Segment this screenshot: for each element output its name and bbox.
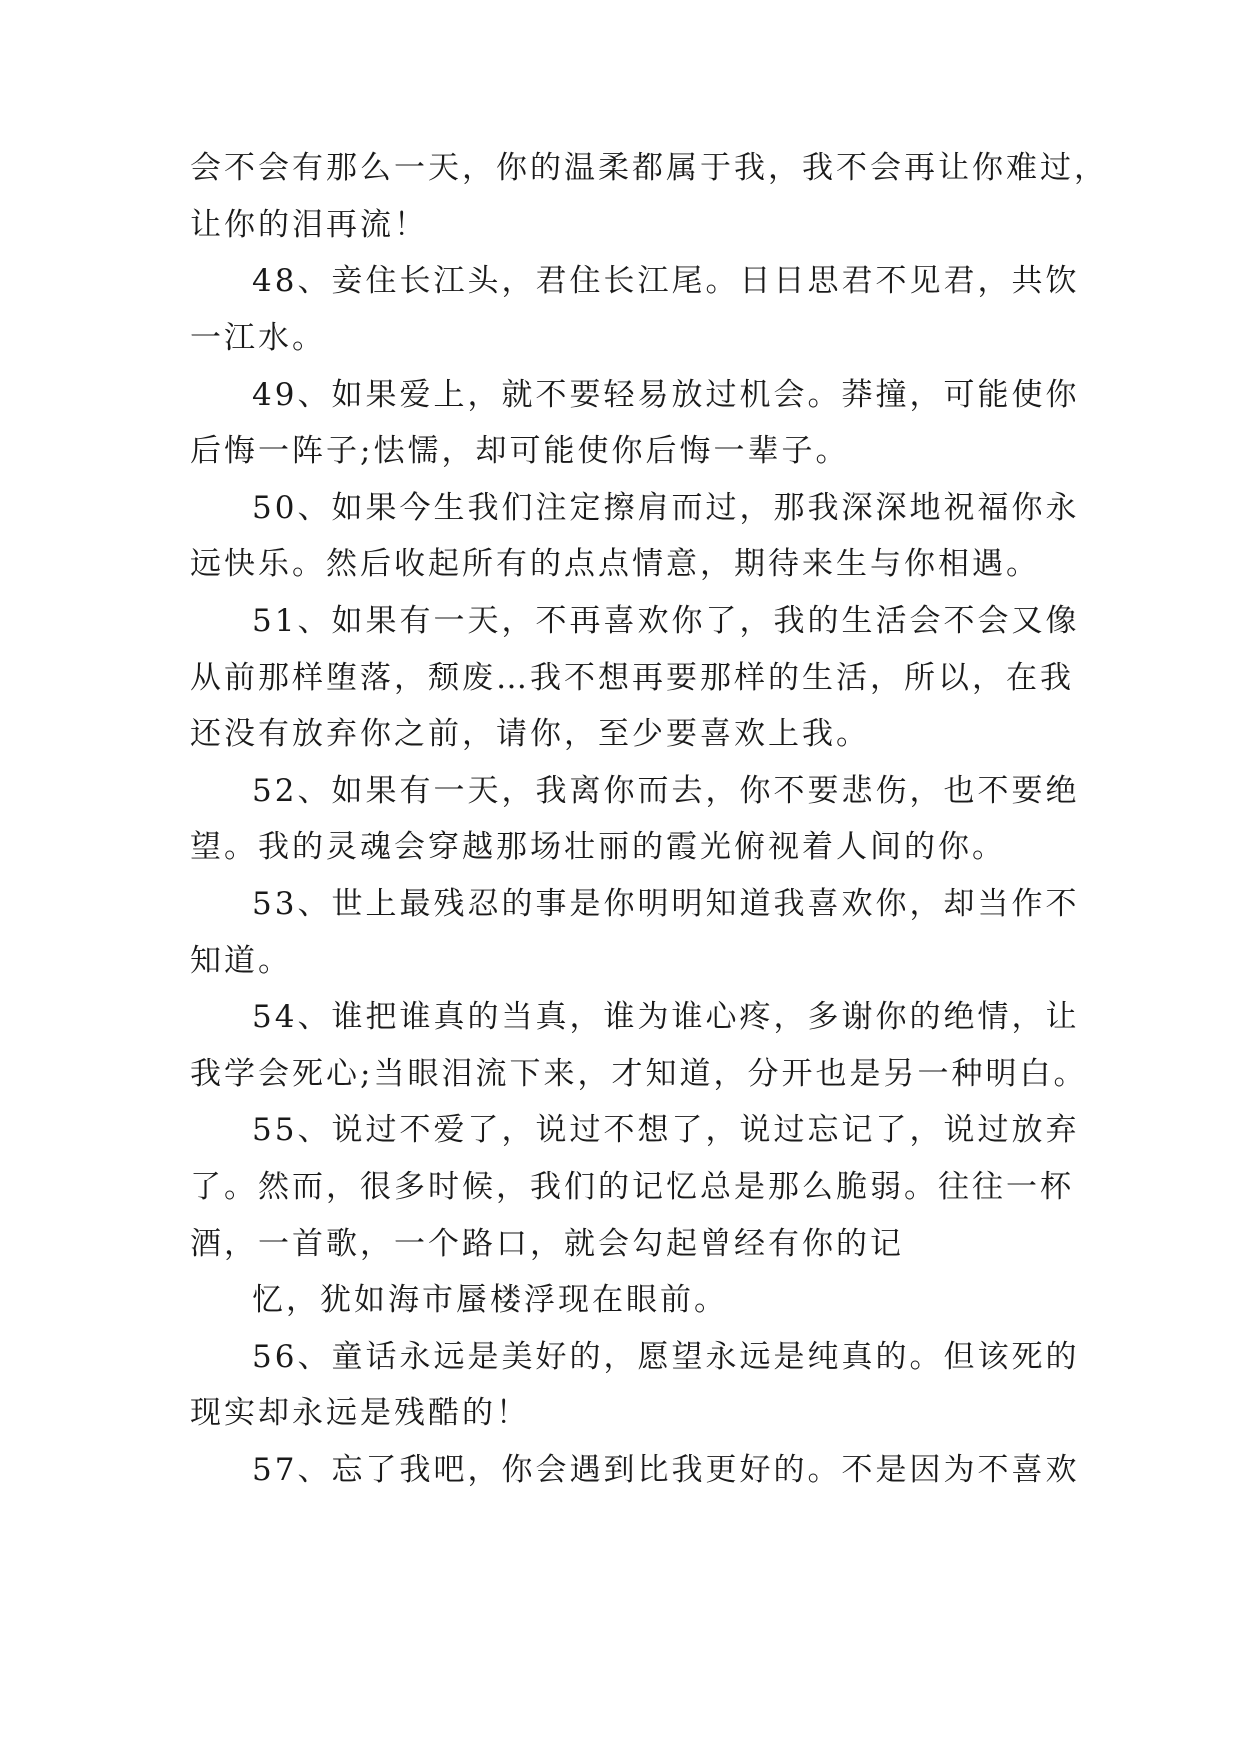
- text-line: 望。我的灵魂会穿越那场壮丽的霞光俯视着人间的你。: [190, 829, 1006, 865]
- text-line: 51、如果有一天，不再喜欢你了，我的生活会不会又像: [252, 603, 1080, 639]
- text-line: 现实却永远是残酷的！: [190, 1395, 530, 1431]
- text-line: 53、世上最残忍的事是你明明知道我喜欢你，却当作不: [252, 886, 1080, 922]
- text-line: 远快乐。然后收起所有的点点情意，期待来生与你相遇。: [190, 546, 1040, 582]
- text-line: 让你的泪再流！: [190, 207, 428, 243]
- text-line: 了。然而，很多时候，我们的记忆总是那么脆弱。往往一杯: [190, 1169, 1074, 1205]
- text-line: 52、如果有一天，我离你而去，你不要悲伤，也不要绝: [252, 773, 1080, 809]
- text-line: 54、谁把谁真的当真，谁为谁心疼，多谢你的绝情，让: [252, 999, 1080, 1035]
- text-line: 50、如果今生我们注定擦肩而过，那我深深地祝福你永: [252, 490, 1080, 526]
- text-line: 一江水。: [190, 320, 326, 356]
- text-line: 会不会有那么一天，你的温柔都属于我，我不会再让你难过，: [190, 150, 1108, 186]
- text-line: 从前那样堕落，颓废…我不想再要那样的生活，所以，在我: [190, 660, 1074, 696]
- text-line: 后悔一阵子;怯懦，却可能使你后悔一辈子。: [190, 433, 850, 469]
- text-line: 56、童话永远是美好的，愿望永远是纯真的。但该死的: [252, 1339, 1080, 1375]
- text-line: 49、如果爱上，就不要轻易放过机会。莽撞，可能使你: [252, 377, 1080, 413]
- text-line: 知道。: [190, 943, 292, 979]
- text-line: 还没有放弃你之前，请你，至少要喜欢上我。: [190, 716, 870, 752]
- text-line: 我学会死心;当眼泪流下来，才知道，分开也是另一种明白。: [190, 1056, 1088, 1092]
- text-line: 55、说过不爱了，说过不想了，说过忘记了，说过放弃: [252, 1112, 1080, 1148]
- text-line: 57、忘了我吧，你会遇到比我更好的。不是因为不喜欢: [252, 1452, 1080, 1488]
- text-line: 48、妾住长江头，君住长江尾。日日思君不见君，共饮: [252, 263, 1080, 299]
- text-line: 忆，犹如海市蜃楼浮现在眼前。: [252, 1282, 728, 1318]
- text-line: 酒，一首歌，一个路口，就会勾起曾经有你的记: [190, 1226, 904, 1262]
